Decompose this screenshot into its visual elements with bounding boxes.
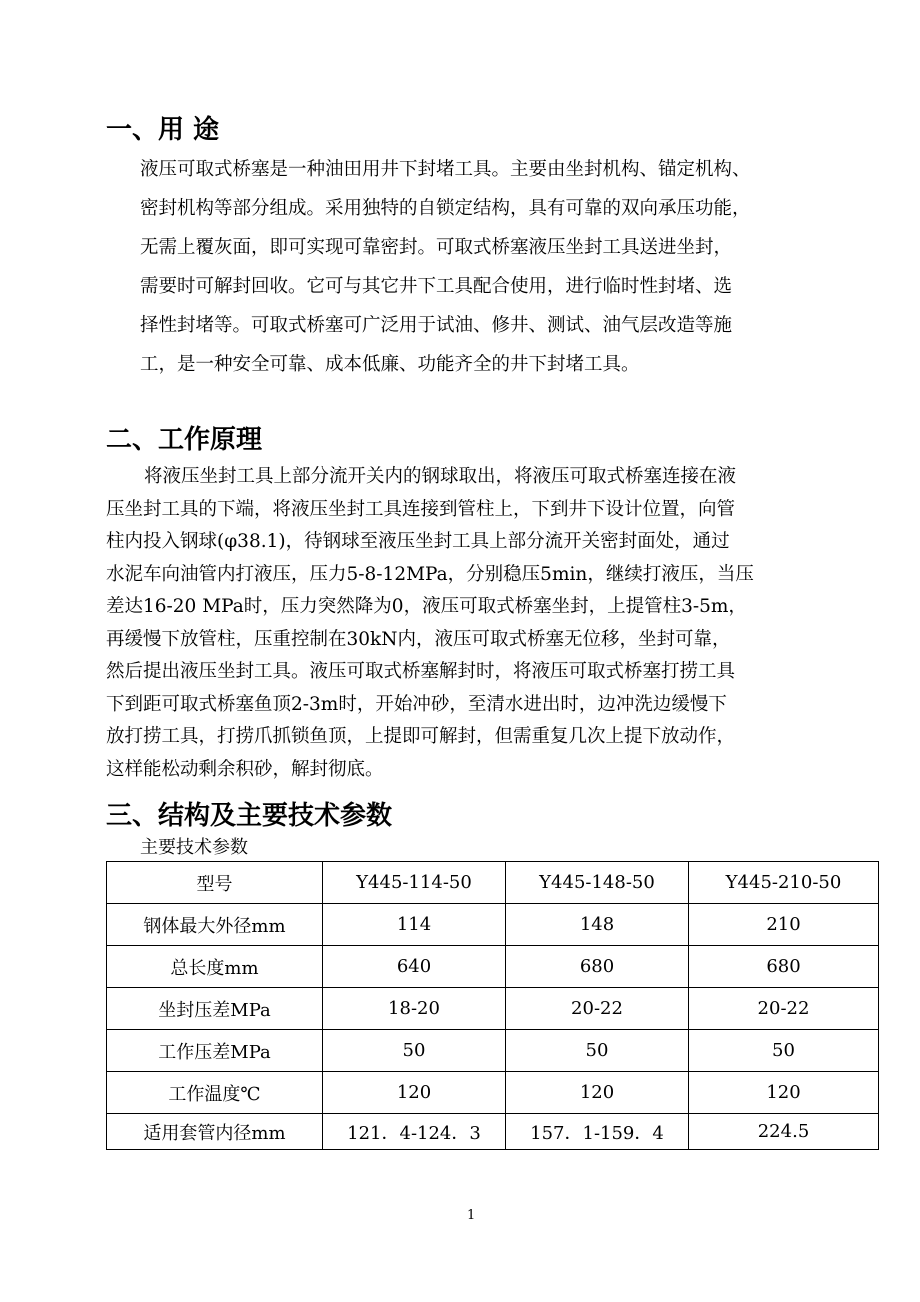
section1-paragraph [140, 150, 751, 384]
table-cell: 120 [323, 1072, 506, 1114]
table-cell: 120 [689, 1072, 879, 1114]
table-cell: 适用套管内径mm [107, 1114, 323, 1150]
table-cell: 18-20 [323, 988, 506, 1030]
section1-heading: 一、用 途 [106, 115, 220, 145]
paragraph-line: 水泥车向油管内打液压，压力5-8-12MPa，分别稳压5min，继续打液压，当压 [106, 563, 754, 585]
table-row [107, 1114, 879, 1150]
table-cell: 114 [323, 904, 506, 946]
paragraph-line: 需要时可解封回收。它可与其它井下工具配合使用，进行临时性封堵、选 [140, 276, 733, 297]
paragraph-line: 择性封堵等。可取式桥塞可广泛用于试油、修井、测试、油气层改造等施 [140, 315, 733, 336]
paragraph-line: 密封机构等部分组成。采用独特的自锁定结构，具有可靠的双向承压功能， [140, 198, 751, 219]
section3-heading: 三、结构及主要技术参数 [106, 801, 393, 831]
table-cell: 坐封压差MPa [107, 988, 323, 1030]
paragraph-line: 将液压坐封工具上部分流开关内的钢球取出，将液压可取式桥塞连接在液 [144, 466, 737, 487]
paragraph-line: 这样能松动剩余积砂，解封彻底。 [106, 758, 384, 780]
table-cell: 50 [506, 1030, 689, 1072]
section2-heading: 二、工作原理 [106, 425, 263, 455]
table-cell: 224.5 [689, 1114, 879, 1150]
table-cell: 20-22 [506, 988, 689, 1030]
table-header-cell: Y445-148-50 [506, 862, 689, 904]
paragraph-line: 下到距可取式桥塞鱼顶2-3m时，开始冲砂，至清水进出时，边冲洗边缓慢下 [106, 693, 727, 715]
table-cell: 121．4-124．3 [323, 1114, 506, 1150]
table-cell: 120 [506, 1072, 689, 1114]
table-header-cell: Y445-114-50 [323, 862, 506, 904]
paragraph-line: 放打捞工具，打捞爪抓锁鱼顶，上提即可解封，但需重复几次上提下放动作， [106, 726, 736, 747]
table-caption: 主要技术参数 [140, 837, 248, 858]
paragraph-line: 柱内投入钢球(φ38.1)，待钢球至液压坐封工具上部分流开关密封面处，通过 [106, 531, 730, 552]
table-row [107, 904, 879, 946]
paragraph-line: 差达16-20 MPa时，压力突然降为0，液压可取式桥塞坐封，上提管柱3-5m， [106, 596, 747, 617]
table-cell: 680 [689, 946, 879, 988]
table-cell: 640 [323, 946, 506, 988]
parameters-table [106, 861, 879, 1150]
table-row [107, 1072, 879, 1114]
page-number: 1 [467, 1208, 476, 1223]
paragraph-line: 压坐封工具的下端，将液压坐封工具连接到管柱上，下到井下设计位置，向管 [106, 498, 736, 520]
table-row [107, 946, 879, 988]
table-cell: 总长度mm [107, 946, 323, 988]
table-cell: 210 [689, 904, 879, 946]
table-cell: 50 [689, 1030, 879, 1072]
table-cell: 20-22 [689, 988, 879, 1030]
table-cell: 工作温度℃ [107, 1072, 323, 1114]
section2-paragraph [106, 461, 754, 786]
table-row [107, 1030, 879, 1072]
table-header-cell: Y445-210-50 [689, 862, 879, 904]
table-cell: 50 [323, 1030, 506, 1072]
paragraph-line: 无需上覆灰面，即可实现可靠密封。可取式桥塞液压坐封工具送进坐封， [140, 237, 733, 258]
paragraph-line: 液压可取式桥塞是一种油田用井下封堵工具。主要由坐封机构、锚定机构、 [140, 159, 751, 180]
paragraph-line: 然后提出液压坐封工具。液压可取式桥塞解封时，将液压可取式桥塞打捞工具 [106, 661, 736, 682]
table-cell: 157．1-159．4 [506, 1114, 689, 1150]
table-header-cell: 型号 [107, 862, 323, 904]
table-cell: 钢体最大外径mm [107, 904, 323, 946]
table-row [107, 988, 879, 1030]
table-header-row [107, 862, 879, 904]
table-cell: 148 [506, 904, 689, 946]
table-cell: 680 [506, 946, 689, 988]
paragraph-line: 工，是一种安全可靠、成本低廉、功能齐全的井下封堵工具。 [140, 354, 640, 375]
table-cell: 工作压差MPa [107, 1030, 323, 1072]
paragraph-line: 再缓慢下放管柱，压重控制在30kN内，液压可取式桥塞无位移，坐封可靠， [106, 628, 731, 650]
